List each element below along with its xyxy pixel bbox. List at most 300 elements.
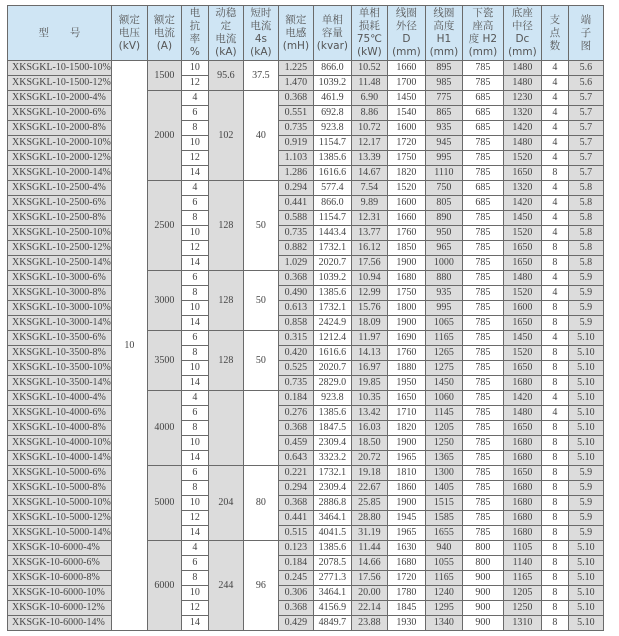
- capacity-cell: 1847.5: [313, 421, 351, 436]
- coil-diameter-cell: 1965: [387, 526, 425, 541]
- base-diameter-cell: 1680: [503, 451, 541, 466]
- base-diameter-cell: 1230: [503, 91, 541, 106]
- terminal-figure-cell: 5.10: [568, 601, 603, 616]
- support-count-cell: 8: [541, 451, 568, 466]
- loss-cell: 28.80: [351, 511, 387, 526]
- coil-height-cell: 805: [425, 196, 462, 211]
- capacity-cell: 2424.9: [313, 316, 351, 331]
- coil-height-cell: 890: [425, 211, 462, 226]
- coil-height-cell: 750: [425, 181, 462, 196]
- support-count-cell: 8: [541, 361, 568, 376]
- support-count-cell: 8: [541, 481, 568, 496]
- loss-cell: 16.97: [351, 361, 387, 376]
- base-height-cell: 900: [462, 571, 503, 586]
- short-time-current-cell: [243, 391, 278, 466]
- capacity-cell: 1385.6: [313, 541, 351, 556]
- coil-height-cell: 1165: [425, 571, 462, 586]
- inductance-cell: 0.613: [278, 301, 313, 316]
- inductance-cell: 0.459: [278, 436, 313, 451]
- model-cell: XKSGKL-10-2000-4%: [8, 91, 112, 106]
- capacity-cell: 1154.7: [313, 211, 351, 226]
- loss-cell: 10.35: [351, 391, 387, 406]
- capacity-cell: 4041.5: [313, 526, 351, 541]
- base-height-cell: 785: [462, 346, 503, 361]
- inductance-cell: 0.294: [278, 181, 313, 196]
- reactance-cell: 14: [181, 316, 208, 331]
- reactance-cell: 6: [181, 331, 208, 346]
- base-diameter-cell: 1650: [503, 316, 541, 331]
- model-cell: XKSGKL-10-3500-8%: [8, 346, 112, 361]
- header-text: 电: [189, 7, 201, 19]
- coil-height-cell: 775: [425, 91, 462, 106]
- loss-cell: 14.67: [351, 166, 387, 181]
- loss-cell: 18.09: [351, 316, 387, 331]
- capacity-cell: 2020.7: [313, 361, 351, 376]
- support-count-cell: 4: [541, 151, 568, 166]
- table-row: [8, 316, 604, 331]
- model-cell: XKSGKL-10-3500-6%: [8, 331, 112, 346]
- coil-height-cell: 995: [425, 301, 462, 316]
- coil-diameter-cell: 1780: [387, 586, 425, 601]
- terminal-figure-cell: 5.8: [568, 181, 603, 196]
- terminal-figure-cell: 5.8: [568, 226, 603, 241]
- header-model: [8, 6, 112, 61]
- model-cell: XKSGKL-10-5000-6%: [8, 466, 112, 481]
- coil-height-cell: 1165: [425, 331, 462, 346]
- coil-diameter-cell: 1900: [387, 316, 425, 331]
- model-cell: XKSGKL-10-4000-8%: [8, 421, 112, 436]
- coil-height-cell: 895: [425, 61, 462, 76]
- loss-cell: 16.03: [351, 421, 387, 436]
- coil-height-cell: 1300: [425, 466, 462, 481]
- loss-cell: 13.39: [351, 151, 387, 166]
- table-row: [8, 526, 604, 541]
- base-height-cell: 785: [462, 481, 503, 496]
- base-height-cell: 785: [462, 76, 503, 91]
- table-row: [8, 436, 604, 451]
- model-cell: XKSGKL-10-2000-10%: [8, 136, 112, 151]
- header-rated-current: [147, 6, 181, 61]
- base-diameter-cell: 1480: [503, 76, 541, 91]
- support-count-cell: 8: [541, 601, 568, 616]
- base-height-cell: 785: [462, 511, 503, 526]
- coil-diameter-cell: 1520: [387, 181, 425, 196]
- rated-current-cell: 2500: [147, 181, 181, 271]
- support-count-cell: 4: [541, 61, 568, 76]
- support-count-cell: 8: [541, 256, 568, 271]
- base-diameter-cell: 1480: [503, 271, 541, 286]
- header-text: 动稳: [215, 7, 237, 19]
- support-count-cell: 8: [541, 526, 568, 541]
- terminal-figure-cell: 5.10: [568, 361, 603, 376]
- header-text: 抗: [189, 20, 201, 32]
- reactance-cell: 14: [181, 376, 208, 391]
- support-count-cell: 8: [541, 346, 568, 361]
- model-cell: XKSGKL-10-2500-8%: [8, 211, 112, 226]
- coil-height-cell: 1145: [425, 406, 462, 421]
- base-height-cell: 785: [462, 361, 503, 376]
- support-count-cell: 4: [541, 181, 568, 196]
- base-diameter-cell: 1520: [503, 286, 541, 301]
- model-cell: XKSGKL-10-4000-14%: [8, 451, 112, 466]
- coil-height-cell: 1000: [425, 256, 462, 271]
- loss-cell: 12.31: [351, 211, 387, 226]
- base-diameter-cell: 1520: [503, 346, 541, 361]
- inductance-cell: 0.525: [278, 361, 313, 376]
- base-diameter-cell: 1420: [503, 121, 541, 136]
- rated-current-cell: 2000: [147, 91, 181, 181]
- table-row: [8, 616, 604, 631]
- model-cell: XKSGK-10-6000-4%: [8, 541, 112, 556]
- header-text: (A): [156, 39, 173, 52]
- reactance-cell: 8: [181, 481, 208, 496]
- coil-height-cell: 1110: [425, 166, 462, 181]
- capacity-cell: 1732.1: [313, 241, 351, 256]
- inductance-cell: 0.735: [278, 226, 313, 241]
- header-terminal-figure: [568, 6, 603, 61]
- inductance-cell: 1.470: [278, 76, 313, 91]
- capacity-cell: 866.0: [313, 61, 351, 76]
- coil-diameter-cell: 1750: [387, 286, 425, 301]
- model-cell: XKSGKL-10-3000-14%: [8, 316, 112, 331]
- table-row: [8, 481, 604, 496]
- coil-diameter-cell: 1690: [387, 331, 425, 346]
- coil-height-cell: 1275: [425, 361, 462, 376]
- base-height-cell: 685: [462, 106, 503, 121]
- base-diameter-cell: 1140: [503, 556, 541, 571]
- terminal-figure-cell: 5.10: [568, 376, 603, 391]
- terminal-figure-cell: 5.8: [568, 211, 603, 226]
- model-cell: XKSGKL-10-2500-14%: [8, 256, 112, 271]
- base-height-cell: 785: [462, 241, 503, 256]
- rated-current-cell: 3500: [147, 331, 181, 391]
- base-height-cell: 685: [462, 181, 503, 196]
- coil-height-cell: 1585: [425, 511, 462, 526]
- header-text: 电感: [285, 26, 307, 39]
- loss-cell: 11.48: [351, 76, 387, 91]
- coil-height-cell: 1295: [425, 601, 462, 616]
- model-cell: XKSGKL-10-1500-12%: [8, 76, 112, 91]
- table-row: [8, 61, 604, 76]
- header-text: 端: [580, 13, 592, 26]
- inductance-cell: 0.420: [278, 346, 313, 361]
- support-count-cell: 8: [541, 166, 568, 181]
- inductance-cell: 0.368: [278, 91, 313, 106]
- header-text: 型 号: [38, 26, 81, 39]
- capacity-cell: 1385.6: [313, 151, 351, 166]
- base-height-cell: 785: [462, 391, 503, 406]
- coil-diameter-cell: 1900: [387, 436, 425, 451]
- base-diameter-cell: 1420: [503, 391, 541, 406]
- model-cell: XKSGKL-10-2000-6%: [8, 106, 112, 121]
- reactance-cell: 14: [181, 166, 208, 181]
- model-cell: XKSGKL-10-2000-8%: [8, 121, 112, 136]
- coil-height-cell: 1515: [425, 496, 462, 511]
- coil-diameter-cell: 1660: [387, 211, 425, 226]
- reactance-cell: 4: [181, 181, 208, 196]
- base-diameter-cell: 1680: [503, 436, 541, 451]
- coil-height-cell: 1450: [425, 376, 462, 391]
- header-text: 支: [549, 13, 561, 26]
- base-diameter-cell: 1650: [503, 166, 541, 181]
- header-text: 率: [189, 33, 201, 45]
- header-text: 度 H2: [468, 33, 498, 45]
- loss-cell: 10.52: [351, 61, 387, 76]
- reactance-cell: 8: [181, 571, 208, 586]
- table-row: [8, 451, 604, 466]
- support-count-cell: 4: [541, 271, 568, 286]
- header-text: (kA): [215, 46, 237, 58]
- terminal-figure-cell: 5.9: [568, 466, 603, 481]
- reactance-cell: 8: [181, 346, 208, 361]
- loss-cell: 14.66: [351, 556, 387, 571]
- terminal-figure-cell: 5.9: [568, 511, 603, 526]
- model-cell: XKSGK-10-6000-12%: [8, 601, 112, 616]
- header-inductance: [278, 6, 313, 61]
- base-height-cell: 785: [462, 466, 503, 481]
- reactance-cell: 12: [181, 76, 208, 91]
- terminal-figure-cell: 5.9: [568, 496, 603, 511]
- model-cell: XKSGKL-10-2000-12%: [8, 151, 112, 166]
- reactance-cell: 6: [181, 271, 208, 286]
- coil-diameter-cell: 1660: [387, 61, 425, 76]
- base-height-cell: 685: [462, 196, 503, 211]
- base-height-cell: 785: [462, 136, 503, 151]
- header-text: 单相: [321, 13, 343, 26]
- reactance-cell: 10: [181, 226, 208, 241]
- support-count-cell: 8: [541, 466, 568, 481]
- loss-cell: 17.56: [351, 571, 387, 586]
- coil-diameter-cell: 1600: [387, 121, 425, 136]
- header-capacity: [313, 6, 351, 61]
- loss-cell: 8.86: [351, 106, 387, 121]
- support-count-cell: 4: [541, 136, 568, 151]
- coil-height-cell: 940: [425, 541, 462, 556]
- inductance-cell: 0.551: [278, 106, 313, 121]
- short-time-current-cell: 80: [243, 466, 278, 541]
- coil-height-cell: 950: [425, 226, 462, 241]
- terminal-figure-cell: 5.10: [568, 541, 603, 556]
- support-count-cell: 8: [541, 586, 568, 601]
- terminal-figure-cell: 5.7: [568, 166, 603, 181]
- header-text: D: [402, 33, 411, 45]
- reactance-cell: 10: [181, 436, 208, 451]
- rated-current-cell: 6000: [147, 541, 181, 631]
- model-cell: XKSGKL-10-5000-14%: [8, 526, 112, 541]
- capacity-cell: 923.8: [313, 121, 351, 136]
- loss-cell: 10.94: [351, 271, 387, 286]
- header-text: 外径: [395, 20, 417, 32]
- terminal-figure-cell: 5.6: [568, 76, 603, 91]
- base-diameter-cell: 1680: [503, 481, 541, 496]
- terminal-figure-cell: 5.10: [568, 556, 603, 571]
- coil-height-cell: 1240: [425, 586, 462, 601]
- reactance-cell: 8: [181, 211, 208, 226]
- table-row: [8, 106, 604, 121]
- coil-height-cell: 1340: [425, 616, 462, 631]
- base-diameter-cell: 1680: [503, 376, 541, 391]
- inductance-cell: 0.294: [278, 481, 313, 496]
- base-diameter-cell: 1600: [503, 301, 541, 316]
- table-row: [8, 256, 604, 271]
- base-diameter-cell: 1480: [503, 61, 541, 76]
- model-cell: XKSGK-10-6000-8%: [8, 571, 112, 586]
- inductance-cell: 0.588: [278, 211, 313, 226]
- rated-current-cell: 5000: [147, 466, 181, 541]
- model-cell: XKSGKL-10-2500-4%: [8, 181, 112, 196]
- header-text: 单相: [358, 7, 380, 19]
- reactance-cell: 12: [181, 241, 208, 256]
- inductance-cell: 1.029: [278, 256, 313, 271]
- coil-diameter-cell: 1860: [387, 481, 425, 496]
- coil-diameter-cell: 1750: [387, 151, 425, 166]
- inductance-cell: 0.441: [278, 511, 313, 526]
- reactance-cell: 10: [181, 496, 208, 511]
- header-loss: [351, 6, 387, 61]
- reactance-cell: 12: [181, 601, 208, 616]
- table-row: [8, 391, 604, 406]
- terminal-figure-cell: 5.10: [568, 436, 603, 451]
- header-text: 底座: [511, 7, 533, 19]
- header-text: 图: [580, 39, 592, 52]
- table-row: [8, 211, 604, 226]
- terminal-figure-cell: 5.8: [568, 241, 603, 256]
- header-text: 容量: [321, 26, 343, 39]
- header-text: 定: [220, 20, 232, 32]
- loss-cell: 20.72: [351, 451, 387, 466]
- dynamic-current-cell: 244: [208, 541, 243, 631]
- header-dynamic-current: [208, 6, 243, 61]
- coil-height-cell: 995: [425, 151, 462, 166]
- header-text: 75℃: [356, 33, 382, 45]
- table-row: [8, 136, 604, 151]
- terminal-figure-cell: 5.10: [568, 331, 603, 346]
- coil-height-cell: 1205: [425, 421, 462, 436]
- base-height-cell: 685: [462, 121, 503, 136]
- coil-diameter-cell: 1720: [387, 136, 425, 151]
- header-base-height: [462, 6, 503, 61]
- short-time-current-cell: 50: [243, 331, 278, 391]
- capacity-cell: 1616.6: [313, 166, 351, 181]
- reactance-cell: 8: [181, 121, 208, 136]
- base-height-cell: 800: [462, 541, 503, 556]
- rated-current-cell: 1500: [147, 61, 181, 91]
- inductance-cell: 0.368: [278, 421, 313, 436]
- inductance-cell: 1.286: [278, 166, 313, 181]
- table-row: [8, 571, 604, 586]
- base-diameter-cell: 1680: [503, 496, 541, 511]
- model-cell: XKSGKL-10-5000-12%: [8, 511, 112, 526]
- rated-voltage-cell: 10: [111, 61, 147, 631]
- reactance-cell: 12: [181, 511, 208, 526]
- inductance-cell: 0.184: [278, 556, 313, 571]
- header-text: 损耗: [358, 20, 380, 32]
- capacity-cell: 1212.4: [313, 331, 351, 346]
- support-count-cell: 4: [541, 211, 568, 226]
- header-text: (kV): [118, 39, 141, 52]
- coil-diameter-cell: 1820: [387, 166, 425, 181]
- inductance-cell: 0.429: [278, 616, 313, 631]
- header-text: (mm): [468, 46, 498, 58]
- loss-cell: 19.18: [351, 466, 387, 481]
- coil-diameter-cell: 1950: [387, 376, 425, 391]
- coil-diameter-cell: 1850: [387, 241, 425, 256]
- header-text: (kA): [250, 46, 272, 58]
- loss-cell: 13.42: [351, 406, 387, 421]
- header-text: 额定: [285, 13, 307, 26]
- support-count-cell: 8: [541, 421, 568, 436]
- reactance-cell: 4: [181, 541, 208, 556]
- header-text: 座高: [472, 20, 494, 32]
- capacity-cell: 2309.4: [313, 436, 351, 451]
- inductance-cell: 0.643: [278, 451, 313, 466]
- header-support-count: [541, 6, 568, 61]
- table-row: [8, 376, 604, 391]
- base-diameter-cell: 1680: [503, 511, 541, 526]
- base-diameter-cell: 1650: [503, 256, 541, 271]
- table-row: [8, 241, 604, 256]
- header-text: 电流: [153, 26, 175, 39]
- coil-diameter-cell: 1450: [387, 91, 425, 106]
- loss-cell: 15.76: [351, 301, 387, 316]
- support-count-cell: 8: [541, 436, 568, 451]
- header-rated-voltage: [111, 6, 147, 61]
- coil-diameter-cell: 1900: [387, 496, 425, 511]
- reactance-cell: 10: [181, 586, 208, 601]
- support-count-cell: 4: [541, 106, 568, 121]
- reactance-cell: 14: [181, 616, 208, 631]
- support-count-cell: 8: [541, 496, 568, 511]
- base-height-cell: 685: [462, 91, 503, 106]
- base-height-cell: 785: [462, 421, 503, 436]
- header-short-time-current: [243, 6, 278, 61]
- base-height-cell: 785: [462, 271, 503, 286]
- support-count-cell: 8: [541, 571, 568, 586]
- base-height-cell: 785: [462, 451, 503, 466]
- terminal-figure-cell: 5.9: [568, 481, 603, 496]
- reactance-cell: 10: [181, 301, 208, 316]
- inductance-cell: 0.306: [278, 586, 313, 601]
- base-diameter-cell: 1105: [503, 541, 541, 556]
- support-count-cell: 8: [541, 241, 568, 256]
- header-text: 数: [549, 39, 561, 52]
- terminal-figure-cell: 5.10: [568, 586, 603, 601]
- loss-cell: 6.90: [351, 91, 387, 106]
- header-text: (mm): [392, 46, 421, 58]
- inductance-cell: 0.315: [278, 331, 313, 346]
- base-height-cell: 900: [462, 586, 503, 601]
- model-cell: XKSGKL-10-3000-8%: [8, 286, 112, 301]
- coil-diameter-cell: 1540: [387, 106, 425, 121]
- coil-height-cell: 1265: [425, 346, 462, 361]
- header-text: (mm): [508, 46, 537, 58]
- header-text: 点: [549, 26, 561, 39]
- coil-diameter-cell: 1965: [387, 451, 425, 466]
- table-row: [8, 286, 604, 301]
- capacity-cell: 866.0: [313, 196, 351, 211]
- support-count-cell: 4: [541, 286, 568, 301]
- coil-diameter-cell: 1845: [387, 601, 425, 616]
- table-row: [8, 301, 604, 316]
- terminal-figure-cell: 5.7: [568, 121, 603, 136]
- capacity-cell: 1732.1: [313, 301, 351, 316]
- coil-diameter-cell: 1700: [387, 76, 425, 91]
- reactance-cell: 14: [181, 526, 208, 541]
- reactance-cell: 6: [181, 196, 208, 211]
- reactance-cell: 8: [181, 421, 208, 436]
- capacity-cell: 2309.4: [313, 481, 351, 496]
- reactance-cell: 14: [181, 451, 208, 466]
